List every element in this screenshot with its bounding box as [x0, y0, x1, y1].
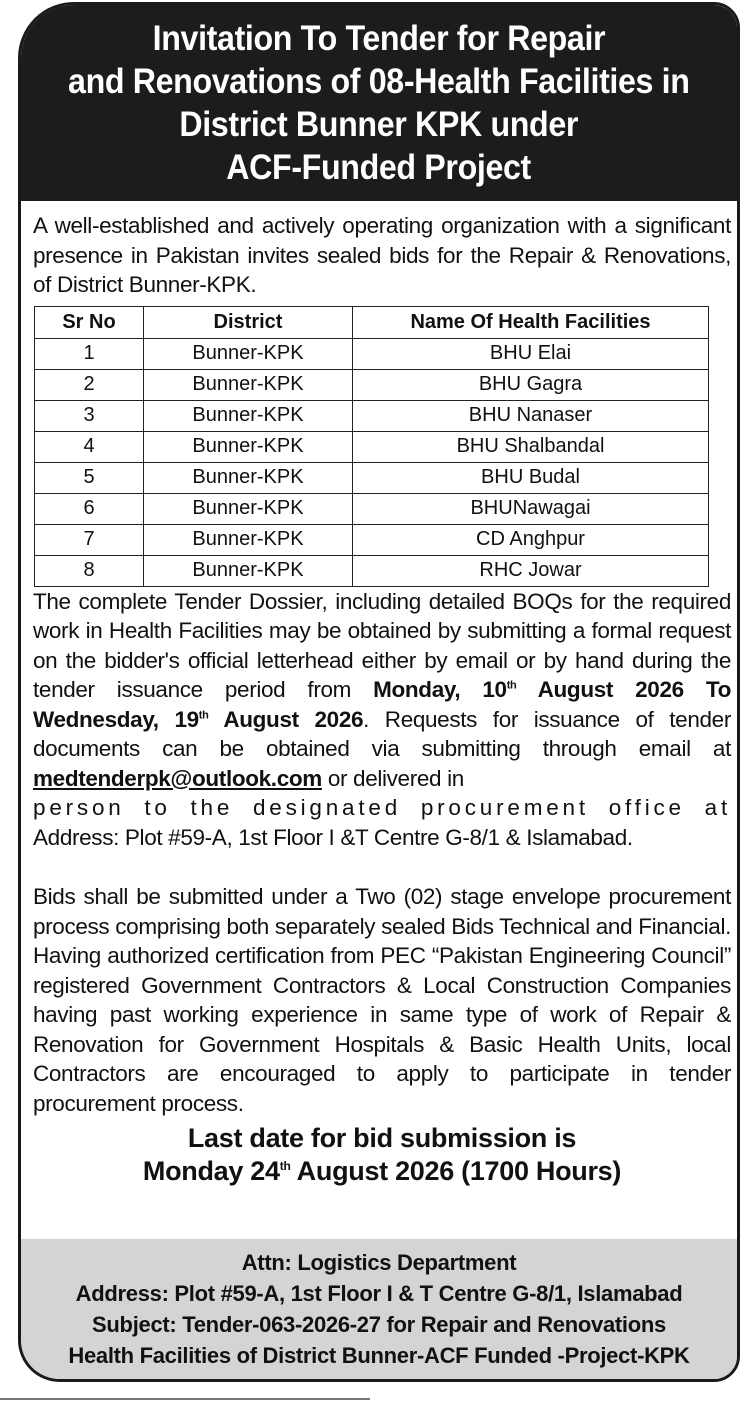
last-date-notice [33, 1122, 731, 1188]
cell-district: Bunner-KPK [144, 431, 353, 462]
cell-sr: 4 [35, 431, 144, 462]
cell-sr: 3 [35, 400, 144, 431]
footer-subject-1: Subject: Tender-063-2026-27 for Repair and Renovations [92, 1312, 666, 1337]
cell-facility: BHU Elai [353, 338, 709, 369]
paragraph-gap [33, 852, 731, 882]
table-row [35, 555, 709, 586]
cell-sr: 8 [35, 555, 144, 586]
cell-sr: 5 [35, 462, 144, 493]
cell-facility: RHC Jowar [353, 555, 709, 586]
cell-facility: BHU Nanaser [353, 400, 709, 431]
table-row [35, 431, 709, 462]
dossier-paragraph [33, 587, 731, 794]
title-line-1: Invitation To Tender for Repair [152, 19, 606, 58]
cell-district: Bunner-KPK [144, 462, 353, 493]
title-line-2: and Renovations of 08-Health Facilities in [68, 62, 690, 101]
table-row [35, 400, 709, 431]
cell-facility: CD Anghpur [353, 524, 709, 555]
contact-email-link[interactable]: medtenderpk@outlook.com [33, 765, 322, 791]
cell-district: Bunner-KPK [144, 338, 353, 369]
footer-address: Address: Plot #59-A, 1st Floor I & T Centre G-8/1, Islamabad [75, 1281, 683, 1306]
procurement-office-address: Address: Plot #59-A, 1st Floor I &T Centre G-8/1 & Islamabad. [33, 824, 633, 850]
table-row [35, 462, 709, 493]
title-line-3: District Bunner KPK under [179, 105, 579, 144]
cell-facility: BHU Budal [353, 462, 709, 493]
title-line-4: ACF-Funded Project [226, 148, 532, 187]
cell-sr: 2 [35, 369, 144, 400]
cell-sr: 1 [35, 338, 144, 369]
dossier-text-1: The complete Tender Dossier, including detailed BOQs for the required work in Health Facilities may be obtained by submitting a formal request on the bidder's official letterhead either by email or by hand during the tender issuance period from [33, 588, 731, 702]
bids-paragraph: Bids shall be submitted under a Two (02) stage envelope procurement process comprising both separately sealed Bids Technical and Financial. Having authorized certification from PEC “Pakistan Engineering Council” registered Government Contractors & Local Construction Companies having past working experience in same type of work of Repair & Renovation for Government Hospitals & Basic Health Units, local Contractors are encouraged to apply to participate in tender procurement process. [33, 884, 731, 1116]
last-date-line-1: Last date for bid submission is [187, 1123, 577, 1153]
footer-subject-2: Health Facilities of District Bunner-ACF Funded -Project-KPK [68, 1343, 690, 1368]
tender-advertisement [18, 2, 740, 1382]
cell-district: Bunner-KPK [144, 524, 353, 555]
dossier-text-4: person to the designated procurement office at [33, 795, 731, 820]
cell-district: Bunner-KPK [144, 369, 353, 400]
dossier-text-2: . Requests for issuance of tender documents can be obtained via submitting through email at [33, 706, 731, 761]
cell-district: Bunner-KPK [144, 493, 353, 524]
cell-facility: BHU Gagra [353, 369, 709, 400]
title-banner [21, 5, 737, 201]
issuance-start-date: Monday, 10th August 2026 To Wednesday, 19th August 2026 [33, 677, 731, 732]
body-content [21, 211, 737, 1188]
contact-footer [21, 1239, 737, 1379]
health-facilities-table [34, 306, 709, 587]
dossier-text-3: or delivered in [321, 765, 464, 791]
header-sr-no: Sr No [35, 306, 144, 338]
table-row [35, 338, 709, 369]
table-row [35, 493, 709, 524]
header-district: District [144, 306, 353, 338]
cell-sr: 6 [35, 493, 144, 524]
table-row [35, 369, 709, 400]
cell-facility: BHUNawagai [353, 493, 709, 524]
cell-facility: BHU Shalbandal [353, 431, 709, 462]
header-facility-name: Name Of Health Facilities [353, 306, 709, 338]
divider-line [0, 1398, 370, 1400]
table-header-row [35, 306, 709, 338]
table-row [35, 524, 709, 555]
last-date-line-2: Monday 24th August 2026 (1700 Hours) [142, 1156, 622, 1186]
cell-sr: 7 [35, 524, 144, 555]
intro-paragraph: A well-established and actively operating organization with a significant presence in Pakistan invites sealed bids for the Repair & Renovations, of District Bunner-KPK. [33, 213, 731, 297]
cell-district: Bunner-KPK [144, 555, 353, 586]
footer-attn: Attn: Logistics Department [241, 1250, 517, 1275]
cell-district: Bunner-KPK [144, 400, 353, 431]
